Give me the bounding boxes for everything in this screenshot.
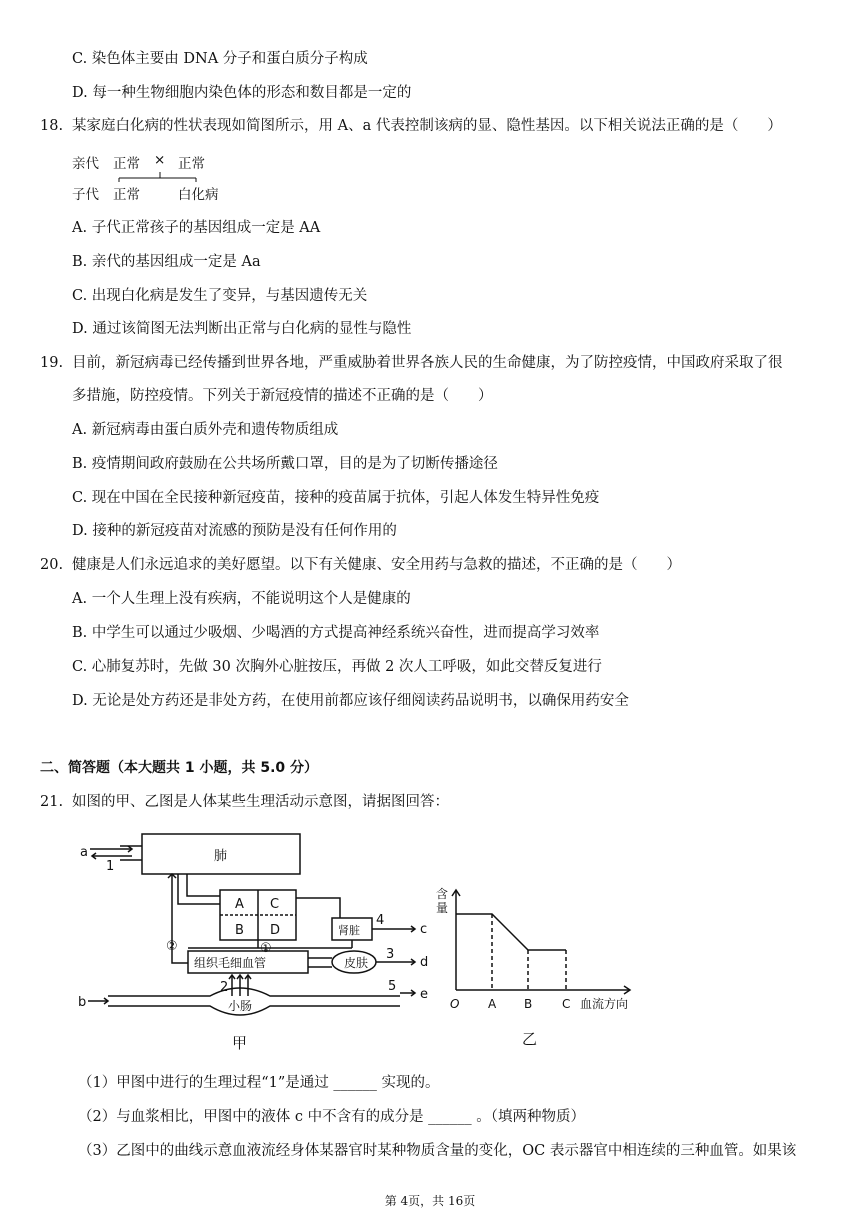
q18-stem (40, 117, 782, 135)
content-curve (456, 914, 566, 950)
parents-label: 亲代 (72, 156, 99, 172)
origin-label: O (450, 997, 460, 1011)
q21-sub-2: （2）与血浆相比，甲图中的液体 c 中不含有的成分是 ______ 。（填两种物质） (78, 1109, 586, 1125)
question-number: 18. (40, 118, 64, 134)
q20-stem (40, 556, 681, 574)
tick-C: C (562, 997, 571, 1011)
label-B: B (235, 923, 244, 938)
q19-option-d: D. 接种的新冠疫苗对流感的预防是没有任何作用的 (72, 523, 397, 539)
parent-2: 正常 (178, 156, 205, 172)
y-label-1: 含 (436, 887, 449, 901)
q21-stem (40, 793, 449, 811)
x-axis-label: 血流方向 (580, 997, 629, 1011)
q19-option-c: C. 现在中国在全民接种新冠疫苗，接种的疫苗属于抗体，引起人体发生特异性免疫 (72, 490, 600, 506)
q19-option-a: A. 新冠病毒由蛋白质外壳和遗传物质组成 (72, 422, 339, 438)
label-skin: 皮肤 (344, 956, 369, 970)
question-text: 某家庭白化病的性状表现如简图所示，用 A、a 代表控制该病的显、隐性基因。以下相关说法正确的是（ ） (72, 118, 782, 134)
q21-sub-3: （3）乙图中的曲线示意血液流经身体某器官时某种物质含量的变化，OC 表示器官中相连续的三种血管。如果该 (78, 1143, 797, 1159)
question-text: 如图的甲、乙图是人体某些生理活动示意图，请据图回答： (72, 794, 449, 810)
label-a: a (80, 845, 88, 860)
tick-B: B (524, 997, 533, 1011)
caption-yi: 乙 (522, 1030, 538, 1048)
q19-stem-continued: 多措施，防控疫情。下列关于新冠疫情的描述不正确的是（ ） (72, 388, 493, 404)
label-5: 5 (388, 979, 397, 994)
q18-option-a: A. 子代正常孩子的基因组成一定是 AA (72, 220, 321, 236)
q20-option-d: D. 无论是处方药还是非处方药，在使用前都应该仔细阅读药品说明书，以确保用药安全 (72, 693, 629, 709)
label-C: C (270, 897, 280, 912)
label-circle-1: ① (260, 941, 272, 956)
caption-jia: 甲 (232, 1034, 248, 1052)
figure-yi (430, 880, 660, 1030)
question-number: 21. (40, 794, 64, 810)
label-tissue: 组织毛细血管 (194, 956, 267, 970)
label-e: e (420, 987, 428, 1002)
q17-option-c: C. 染色体主要由 DNA 分子和蛋白质分子构成 (72, 51, 368, 67)
label-c: c (420, 922, 428, 937)
q20-option-b: B. 中学生可以通过少吸烟、少喝酒的方式提高神经系统兴奋性，进而提高学习效率 (72, 625, 600, 641)
q21-sub-1: （1）甲图中进行的生理过程“1”是通过 ______ 实现的。 (78, 1075, 440, 1091)
section-heading: 二、简答题（本大题共 1 小题，共 5.0 分） (40, 760, 319, 776)
pedigree-diagram (72, 150, 232, 203)
child-2: 白化病 (178, 187, 219, 203)
label-1: 1 (106, 859, 115, 874)
page-footer: 第 4页，共 16页 (384, 1194, 476, 1208)
label-lung: 肺 (214, 849, 228, 864)
question-text: 目前，新冠病毒已经传播到世界各地，严重威胁着世界各族人民的生命健康，为了防控疫情，中国政府采取了很 (72, 355, 783, 371)
q17-option-d: D. 每一种生物细胞内染色体的形态和数目都是一定的 (72, 85, 412, 101)
q18-option-c: C. 出现白化病是发生了变异，与基因遗传无关 (72, 288, 368, 304)
figure-jia (70, 828, 430, 1058)
q18-option-d: D. 通过该简图无法判断出正常与白化病的显性与隐性 (72, 321, 412, 337)
label-intestine: 小肠 (228, 999, 253, 1013)
q19-stem (40, 354, 783, 372)
label-2: 2 (220, 980, 229, 995)
tick-A: A (488, 997, 497, 1011)
cross-symbol: × (154, 152, 166, 168)
label-4: 4 (376, 913, 385, 928)
q18-option-b: B. 亲代的基因组成一定是 Aa (72, 254, 261, 270)
question-number: 20. (40, 557, 64, 573)
parent-1: 正常 (113, 156, 140, 172)
children-label: 子代 (72, 187, 99, 203)
label-3: 3 (386, 947, 395, 962)
q20-option-c: C. 心肺复苏时，先做 30 次胸外心脏按压，再做 2 次人工呼吸，如此交替反复进行 (72, 659, 602, 675)
question-number: 19. (40, 355, 64, 371)
label-kidney: 肾脏 (338, 924, 360, 937)
label-D: D (270, 923, 281, 938)
question-text: 健康是人们永远追求的美好愿望。以下有关健康、安全用药与急救的描述，不正确的是（ ） (72, 557, 681, 573)
label-d: d (420, 955, 429, 970)
child-1: 正常 (113, 187, 140, 203)
label-circle-2: ② (166, 939, 178, 954)
q20-option-a: A. 一个人生理上没有疾病，不能说明这个人是健康的 (72, 591, 411, 607)
label-A: A (235, 897, 244, 912)
label-b: b (78, 995, 87, 1010)
y-label-2: 量 (436, 901, 449, 915)
q19-option-b: B. 疫情期间政府鼓励在公共场所戴口罩，目的是为了切断传播途径 (72, 456, 498, 472)
